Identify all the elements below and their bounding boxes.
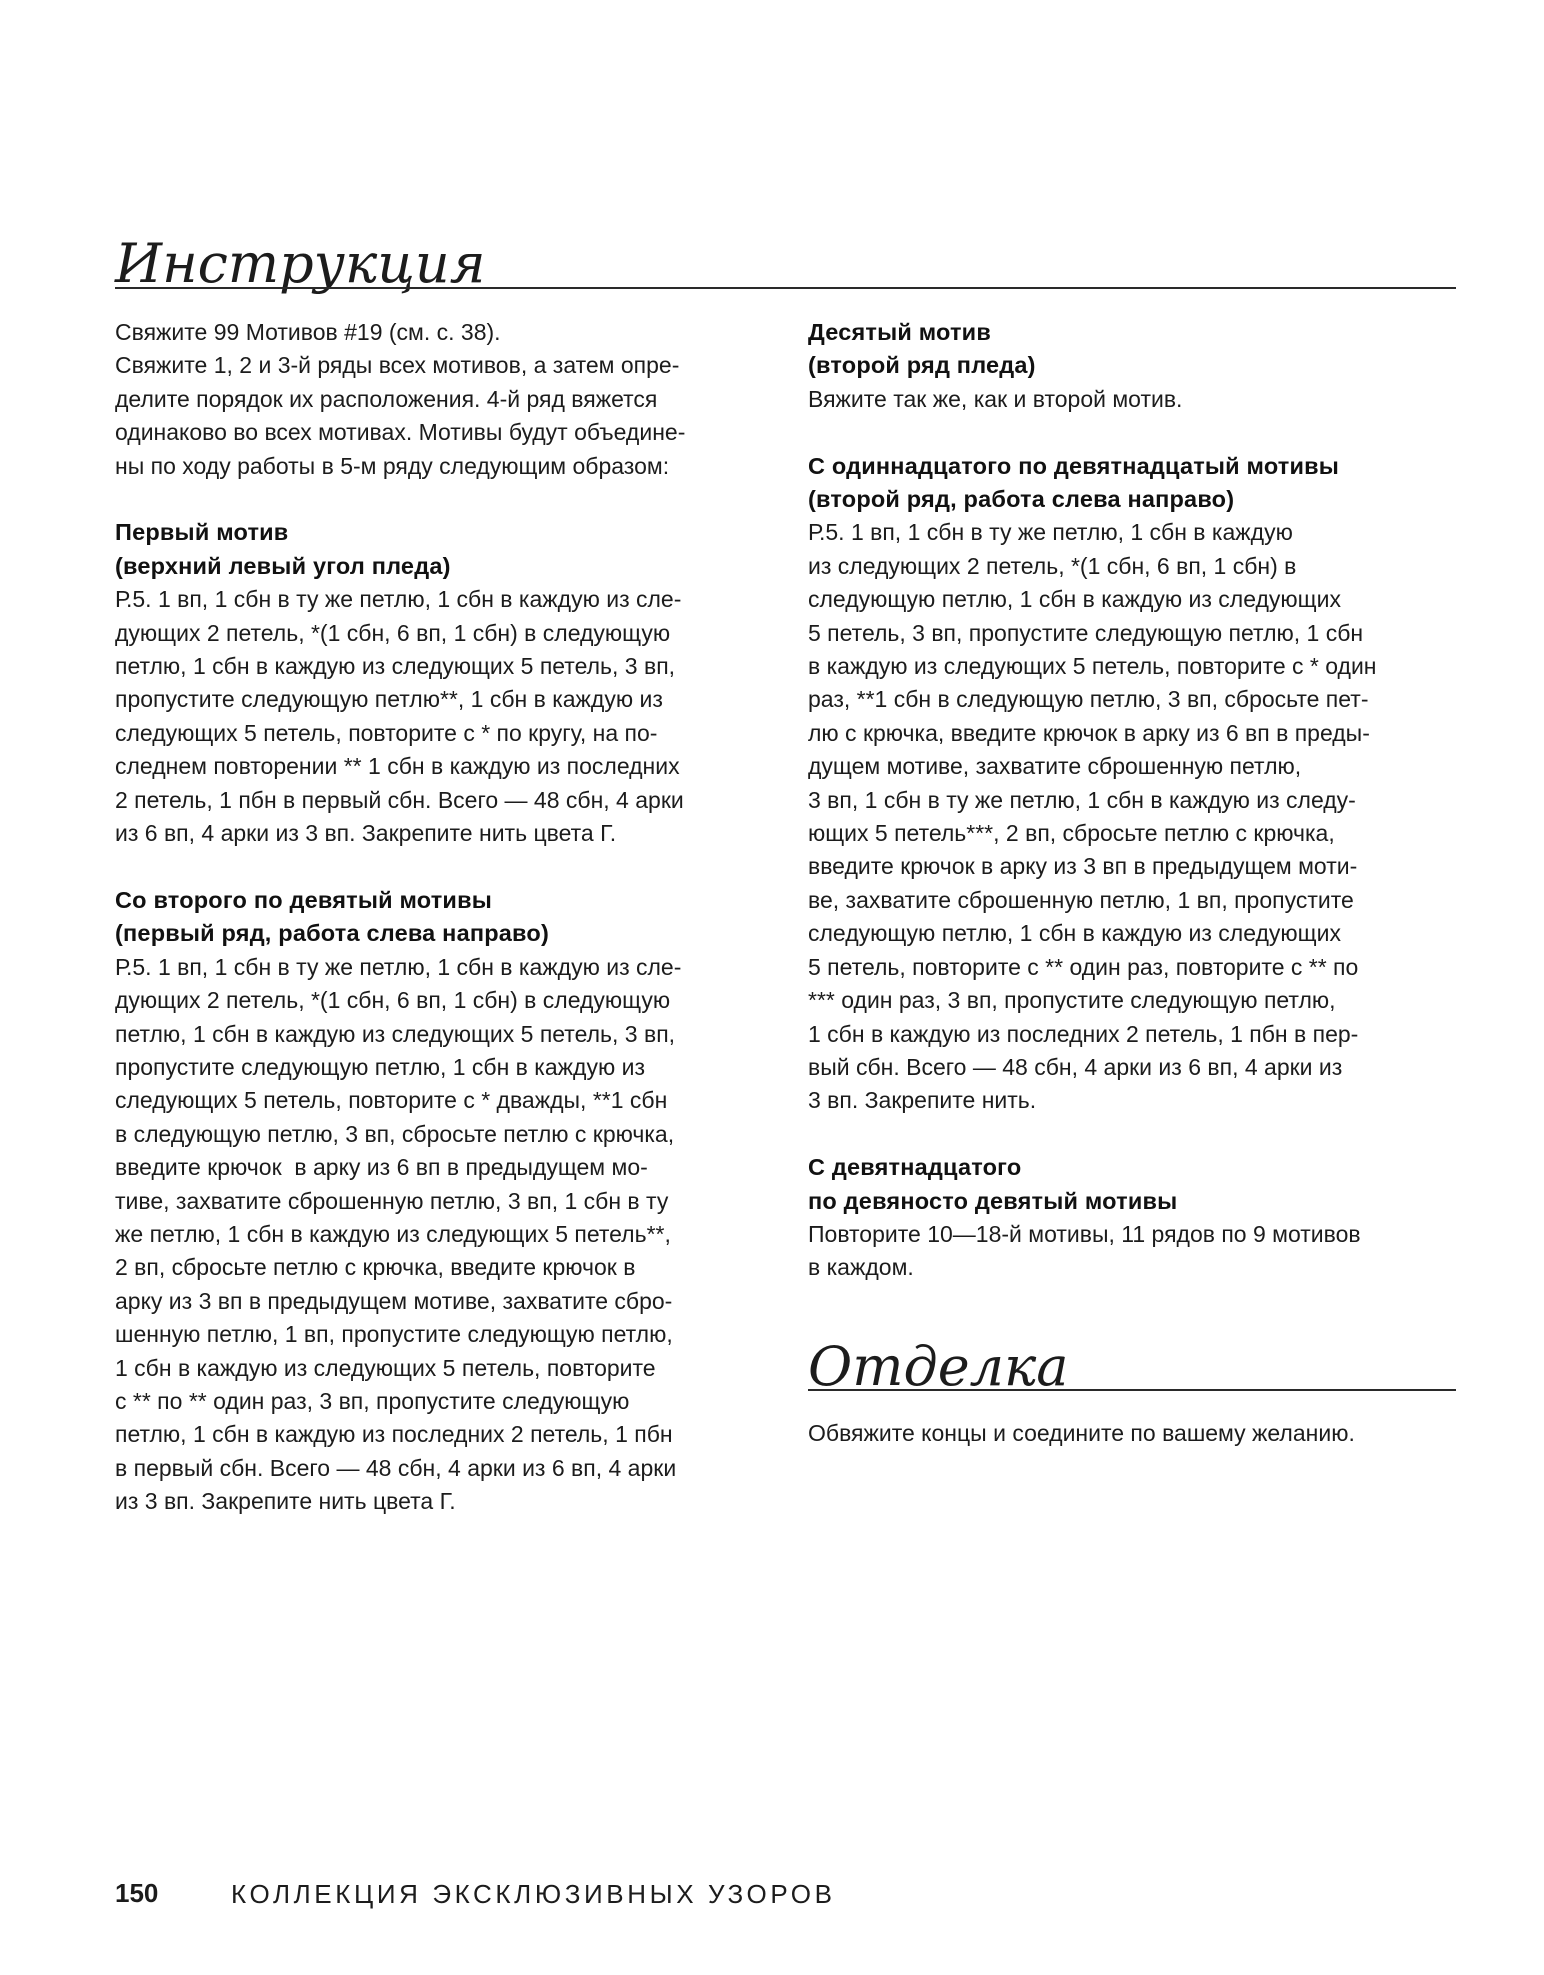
first-motif-heading: Первый мотив (верхний левый угол пледа): [115, 519, 451, 579]
eleventh-to-nineteenth-body: Р.5. 1 вп, 1 сбн в ту же петлю, 1 сбн в каждую из следующих 2 петель, *(1 сбн, 6 вп, 1 сбн) в следующую петлю, 1 сбн в каждую из следующих 5 петель, 3 вп, пропустите следующую петлю, 1 сбн в каждую из следующих 5 петель, повторите с * один раз, **1 сбн в следующую петлю, 3 вп, сбросьте пет- лю с крючка, введите крючок в арку из 6 вп в преды- дущем мотиве, захватите сброшенную петлю, 3 вп, 1 сбн в ту же петлю, 1 сбн в каждую из следу- ющих 5 петель***, 2 вп, сбросьте петлю с крючка, введите крючок в арку из 3 вп в предыдущем моти- ве, захватите сброшенную петлю, 1 вп, пропустите следующую петлю, 1 сбн в каждую из следующих 5 петель, повторите с ** один раз, повторите с ** по *** один раз, 3 вп, пропустите следующую петлю, 1 сбн в каждую из последних 2 петель, 1 пбн в пер- вый сбн. Всего — 48 сбн, 4 арки из 6 вп, 4 арки из 3 вп. Закрепите нить.: [808, 519, 1377, 1114]
right-column: [808, 316, 1458, 1285]
instructions-title-rule: [115, 287, 1456, 289]
instructions-title: Инструкция: [115, 232, 486, 295]
second-to-ninth-body: Р.5. 1 вп, 1 сбн в ту же петлю, 1 сбн в каждую из сле- дующих 2 петель, *(1 сбн, 6 вп, 1 сбн) в следующую петлю, 1 сбн в каждую из следующих 5 петель, 3 вп, пропустите следующую петлю, 1 сбн в каждую из следующих 5 петель, повторите с * дважды, **1 сбн в следующую петлю, 3 вп, сбросьте петлю с крючка, введите крючок в арку из 6 вп в предыдущем мо- тиве, захватите сброшенную петлю, 3 вп, 1 сбн в ту же петлю, 1 сбн в каждую из следующих 5 петель**, 2 вп, сбросьте петлю с крючка, введите крючок в арку из 3 вп в предыдущем мотиве, захватите сбро- шенную петлю, 1 вп, пропустите следующую петлю, 1 сбн в каждую из следующих 5 петель, повторите с ** по ** один раз, 3 вп, пропустите следующую петлю, 1 сбн в каждую из последних 2 петель, 1 пбн в первый сбн. Всего — 48 сбн, 4 арки из 6 вп, 4 арки из 3 вп. Закрепите нить цвета Г.: [115, 953, 682, 1515]
finishing-body: Обвяжите концы и соедините по вашему желанию.: [808, 1420, 1355, 1446]
left-column: [115, 316, 775, 1519]
page-number: 150: [115, 1878, 159, 1908]
tenth-motif-heading: Десятый мотив (второй ряд пледа): [808, 319, 1036, 379]
finishing-title-rule: [808, 1389, 1456, 1391]
tenth-motif-body: Вяжите так же, как и второй мотив.: [808, 385, 1183, 412]
nineteenth-to-ninetyninth-heading: С девятнадцатого по девяносто девятый мотивы: [808, 1154, 1178, 1214]
running-title: КОЛЛЕКЦИЯ ЭКСКЛЮЗИВНЫХ УЗОРОВ: [231, 1879, 836, 1909]
eleventh-to-nineteenth-heading: С одиннадцатого по девятнадцатый мотивы (второй ряд, работа слева направо): [808, 452, 1340, 513]
finishing-title: Отделка: [808, 1335, 1069, 1398]
intro-paragraph: Свяжите 99 Мотивов #19 (см. с. 38). Свяжите 1, 2 и 3-й ряды всех мотивов, а затем опре- делите порядок их расположения. 4-й ряд вяжется одинаково во всех мотивах. Мотивы будут объедине- ны по ходу работы в 5-м ряду следующим образом:: [115, 319, 686, 479]
nineteenth-to-ninetyninth-body: Повторите 10—18-й мотивы, 11 рядов по 9 мотивов в каждом.: [808, 1220, 1361, 1281]
second-to-ninth-heading: Со второго по девятый мотивы (первый ряд, работа слева направо): [115, 886, 549, 947]
first-motif-body: Р.5. 1 вп, 1 сбн в ту же петлю, 1 сбн в каждую из сле- дующих 2 петель, *(1 сбн, 6 вп, 1 сбн) в следующую петлю, 1 сбн в каждую из следующих 5 петель, 3 вп, пропустите следующую петлю**, 1 сбн в каждую из следующих 5 петель, повторите с * по кругу, на по- следнем повторении ** 1 сбн в каждую из последних 2 петель, 1 пбн в первый сбн. Всего — 48 сбн, 4 арки из 6 вп, 4 арки из 3 вп. Закрепите нить цвета Г.: [115, 586, 684, 847]
